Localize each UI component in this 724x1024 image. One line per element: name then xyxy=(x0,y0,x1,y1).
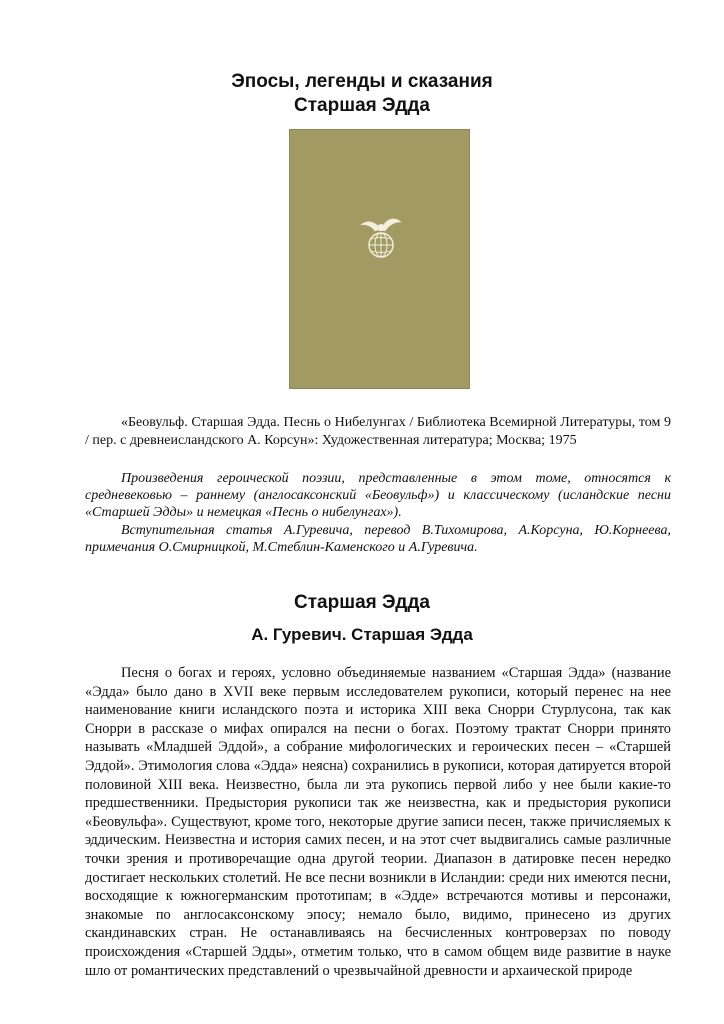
bibliographic-reference xyxy=(85,414,671,450)
annotation-paragraph: Произведения героической поэзии, представленные в этом томе, относятся к средневековью – раннему (англосаксонский «Беовульф») и классическому (исландские песни «Старшей Эдды» и немецкая «Песнь о нибелунгах»). xyxy=(85,471,671,520)
credits-paragraph: Вступительная статья А.Гуревича, перевод В.Тихомирова, А.Корсуна, Ю.Корнеева, примечания О.Смирницкой, М.Стеблин-Каменского и А.Гуревича. xyxy=(85,523,671,555)
article-title: А. Гуревич. Старшая Эдда xyxy=(251,625,473,644)
article-body xyxy=(85,664,671,980)
bibliography-text: «Беовульф. Старшая Эдда. Песнь о Нибелунгах / Библиотека Всемирной Литературы, том 9 / пер. с древнеисландского А. Корсун»: Художественная литература; Москва; 1975 xyxy=(85,415,671,448)
title-line-book: Старшая Эдда xyxy=(294,95,430,116)
body-paragraph: Песня о богах и героях, условно объединяемые названием «Старшая Эдда» (название «Эдда» было дано в XVII веке первым исследователем рукописи, который перенес на нее наименование книги исландского поэта и историка XIII века Снорри Стурлусона, так как Снорри в рассказе о мифах опирался на песни о богах. Поэтому трактат Снорри принято называть «Младшей Эддой», а собрание мифологических и героических песен – «Старшей Эддой». Этимология слова «Эдда» неясна) сохранились в рукописи, которая датируется второй половиной XIII века. Неизвестно, была ли эта рукопись первой либо у нее были какие-то предшественники. Предыстория рукописи так же неизвестна, как и предыстория рукописи «Беовульфа». Существуют, кроме того, некоторые другие записи песен, также причисляемых к эддическим. Неизвестна и история самих песен, и на этот счет выдвигались самые различные точки зрения и противоречащие одна другой теории. Диапазон в датировке песен нередко достигает нескольких столетий. Не все песни возникли в Исландии: среди них имеются песни, восходящие к южногерманским прототипам; в «Эдде» встречаются мотивы и персонажи, знакомые по англосаксонскому эпосу; немало было, видимо, принесено из других скандинавских стран. Не останавливаясь на бесчисленных контроверзах по поводу происхождения «Старшей Эдды», отметим только, что в самом общем виде развитие в науке шло от романтических представлений о чрезвычайной древности и архаической природе xyxy=(85,665,671,979)
book-annotation xyxy=(85,470,671,557)
title-line-series: Эпосы, легенды и сказания xyxy=(231,71,493,92)
winged-globe-emblem-icon xyxy=(359,213,403,261)
page-title xyxy=(0,70,724,118)
book-cover-image xyxy=(289,129,470,389)
section-title: Старшая Эдда xyxy=(294,592,430,613)
